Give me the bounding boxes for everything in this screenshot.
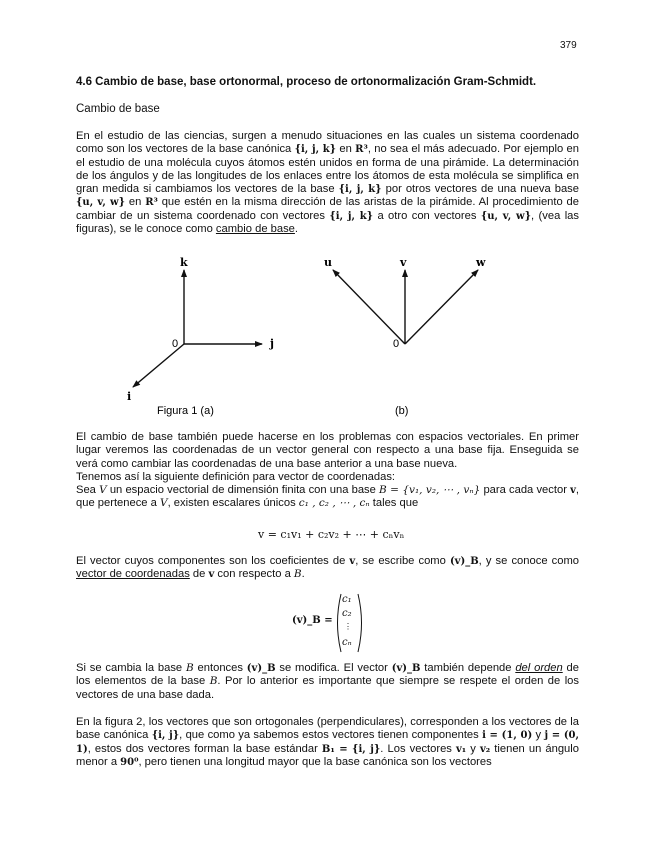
text: y [466,742,480,755]
text: también depende [420,662,516,674]
equation-coordinate-vector [292,592,372,654]
text: . [301,568,305,581]
paragraph-figure-2 [76,716,579,769]
text: , no sea el más adecuado. Por ejemplo en el estudio de una molécula cuyos átomos estén unidos en forma de una pirámide. La determinación de los ángulos y de las longitudes de los enlaces entre los átomos de esta molécula se simplifica en gran medida si cambiamos los vectores de la base [76,143,579,196]
origin-b: 0 [393,338,400,350]
text: , estos dos vectores forman la base estándar [87,742,322,755]
math-v: v [208,569,215,581]
math-90-degrees: 90⁰ [120,756,139,768]
text: En la figura 2, los vectores que son ortogonales (perpendiculares), corresponden a los vectores de la base canónica [76,716,579,742]
math-v: v [570,485,576,497]
math-V: V [159,497,168,510]
text: de [189,568,209,581]
axis-i-arrow [133,344,184,387]
math-uvw: {u, v, w} [76,197,126,209]
matrix-entry-c2: c₂ [342,608,352,619]
text: entonces [193,662,247,674]
term-del-orden: del orden [515,662,563,674]
text: por otros vectores de una nueva base [381,183,579,196]
text: a otro con vectores [373,209,481,222]
matrix-entry-dots: ⋮ [344,622,352,631]
text: El cambio de base también puede hacerse en los problemas con espacios vectoriales. En primer lugar veremos las coordenadas de un vector general con respecto a una base fija. Enseguida se verá como cambiar las coordenadas de una base anterior a una base nueva. [76,431,579,470]
text: se modifica. El vector [275,662,392,674]
text: Sea [76,484,100,497]
text: en [336,143,356,156]
paragraph-change-of-basis [76,431,579,511]
math-basis-B: B = {v₁, v₂, ⋯ , vₙ} [379,484,481,497]
math-ijk: {i, j, k} [329,210,374,222]
text: El vector cuyos componentes son los coeficientes de [76,555,350,567]
math-v-B: (v)_B [391,663,421,674]
text: . Los vectores [380,742,456,755]
term-vector-de-coordenadas: vector de coordenadas [76,568,190,581]
subsection-heading: Cambio de base [76,103,160,115]
text: , y se conoce como [478,555,579,567]
math-V: V [99,484,107,497]
math-ijk: {i, j, k} [338,184,382,196]
text: de los elementos de la base [76,662,579,688]
text: Tenemos así la siguiente definición para vector de coordenadas: [76,470,396,483]
text: Si se cambia la base [76,662,186,674]
section-heading: 4.6 Cambio de base, base ortonormal, proceso de ortonormalización Gram-Schmidt. [76,76,537,88]
math-i-def: i = (1, 0) [482,730,533,742]
paragraph-intro [76,130,579,236]
text: En el estudio de las ciencias, surgen a menudo situaciones en las cuales un sistema coordenado como son los vectores de la base canónica [76,130,579,156]
label-u: u [324,256,332,269]
matrix-entry-cn: cₙ [342,637,352,648]
math-ij: {i, j} [151,730,180,742]
text: . [294,223,299,236]
text: en [125,196,146,209]
text: . Por lo anterior es importante que siempre se respete el orden de los vectores de una base dada. [76,675,580,701]
caption-figure-1b: (b) [395,405,409,417]
label-w: w [476,256,486,269]
label-j: j [270,337,274,350]
text: con respecto a [214,568,294,581]
equation-linear-combination: v = c₁v₁ + c₂v₂ + ⋯ + cₙvₙ [258,528,405,541]
text: , se escribe como [355,555,450,567]
math-v: v [349,556,356,567]
caption-figure-1a: Figura 1 (a) [157,405,214,417]
math-ijk: {i, j, k} [294,144,337,156]
text: un espacio vectorial de dimensión finita con una base [106,484,380,497]
text: , que pertenece a [76,484,580,510]
label-i: i [127,390,132,403]
math-r3: R³ [145,197,158,209]
equation-lhs: (v)_B = [292,615,333,626]
vector-w-arrow [405,270,478,344]
text: , pero tienen una longitud mayor que la base canónica son los vectores [138,755,492,768]
math-r3: R³ [355,144,368,156]
math-v-B: (v)_B [246,663,276,674]
paragraph-order-dependence [76,662,579,702]
text: para cada vector [480,484,571,497]
math-B: B [209,675,218,688]
label-v: v [400,256,407,269]
figure-1 [0,250,655,420]
math-B: B [293,568,302,581]
page-number: 379 [560,40,577,51]
math-B1: B₁ = {i, j} [321,743,381,755]
text: , que como ya sabemos estos vectores tienen componentes [179,729,483,742]
math-j-def: j = (0, 1) [76,730,579,755]
vector-u-arrow [333,270,405,344]
math-B: B [185,662,194,674]
math-v1: v₁ [456,743,467,755]
text: que estén en la misma dirección de las aristas de la pirámide. Al procedimiento de cambiar de un sistema coordenado con vectores [76,196,579,222]
math-v-B: (v)_B [449,556,479,567]
text: tales que [369,497,419,510]
origin-a: 0 [172,338,179,350]
math-uvw: {u, v, w} [480,210,532,222]
term-cambio-de-base: cambio de base [215,223,295,236]
text: , existen escalares únicos [167,497,299,510]
paragraph-coordinate-vector [76,555,579,582]
label-k: k [180,256,188,269]
text: , (vea las figuras), se le conoce como [76,209,579,236]
text: y [532,729,545,742]
matrix-entry-c1: c₁ [342,594,352,605]
math-scalars: c₁ , c₂ , ⋯ , cₙ [298,497,370,510]
math-v2: v₂ [479,743,491,755]
text: tienen un ángulo menor a [76,742,579,768]
